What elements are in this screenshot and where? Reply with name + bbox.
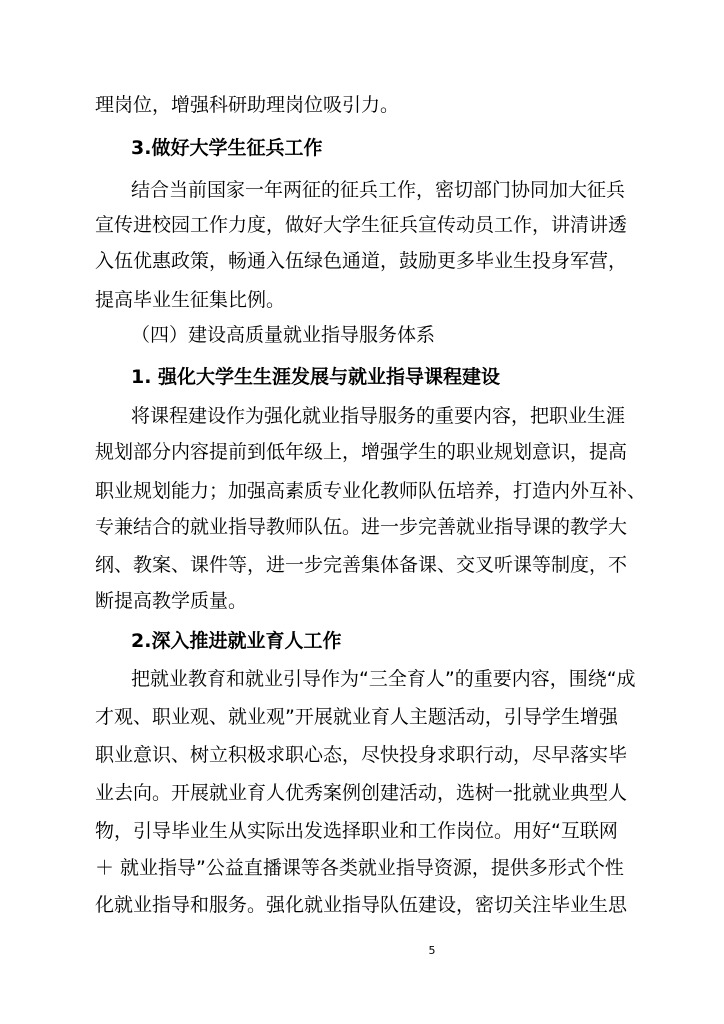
section-heading: 1. 强化大学生生涯发展与就业指导课程建设: [131, 366, 501, 388]
paragraph-line: ＋ 就业指导”公益直播课等各类就业指导资源，提供多形式个性: [95, 857, 624, 879]
paragraph-line: 理岗位，增强科研助理岗位吸引力。: [95, 94, 400, 116]
subsection-heading: （四）建设高质量就业指导服务体系: [131, 324, 436, 346]
paragraph-line: 提高毕业生征集比例。: [95, 289, 286, 311]
paragraph-line: 物，引导毕业生从实际出发选择职业和工作岗位。用好“互联网: [95, 820, 618, 842]
paragraph-line: 结合当前国家一年两征的征兵工作，密切部门协同加大征兵: [131, 179, 626, 201]
section-heading: 2.深入推进就业育人工作: [131, 630, 342, 652]
paragraph-line: 专兼结合的就业指导教师队伍。进一步完善就业指导课的教学大: [95, 516, 628, 538]
section-heading: 3.做好大学生征兵工作: [131, 137, 323, 159]
paragraph-line: 职业意识、树立积极求职心态，尽快投身求职行动，尽早落实毕: [95, 744, 628, 766]
paragraph-line: 断提高教学质量。: [95, 590, 248, 612]
paragraph-line: 才观、职业观、就业观”开展就业育人主题活动，引导学生增强: [95, 706, 618, 728]
paragraph-line: 化就业指导和服务。强化就业指导队伍建设，密切关注毕业生思: [95, 894, 628, 916]
paragraph-line: 纲、教案、课件等，进一步完善集体备课、交叉听课等制度，不: [95, 554, 628, 576]
paragraph-line: 规划部分内容提前到低年级上，增强学生的职业规划意识，提高: [95, 441, 628, 463]
paragraph-line: 将课程建设作为强化就业指导服务的重要内容，把职业生涯: [131, 405, 626, 427]
page-number: 5: [428, 944, 436, 957]
paragraph-line: 业去向。开展就业育人优秀案例创建活动，选树一批就业典型人: [95, 782, 628, 804]
paragraph-line: 宣传进校园工作力度，做好大学生征兵宣传动员工作，讲清讲透: [95, 214, 628, 236]
paragraph-line: 入伍优惠政策，畅通入伍绿色通道，鼓励更多毕业生投身军营，: [95, 250, 628, 272]
paragraph-line: 把就业教育和就业引导作为“三全育人”的重要内容，围绕“成: [131, 668, 636, 690]
paragraph-line: 职业规划能力；加强高素质专业化教师队伍培养，打造内外互补、: [95, 480, 647, 502]
